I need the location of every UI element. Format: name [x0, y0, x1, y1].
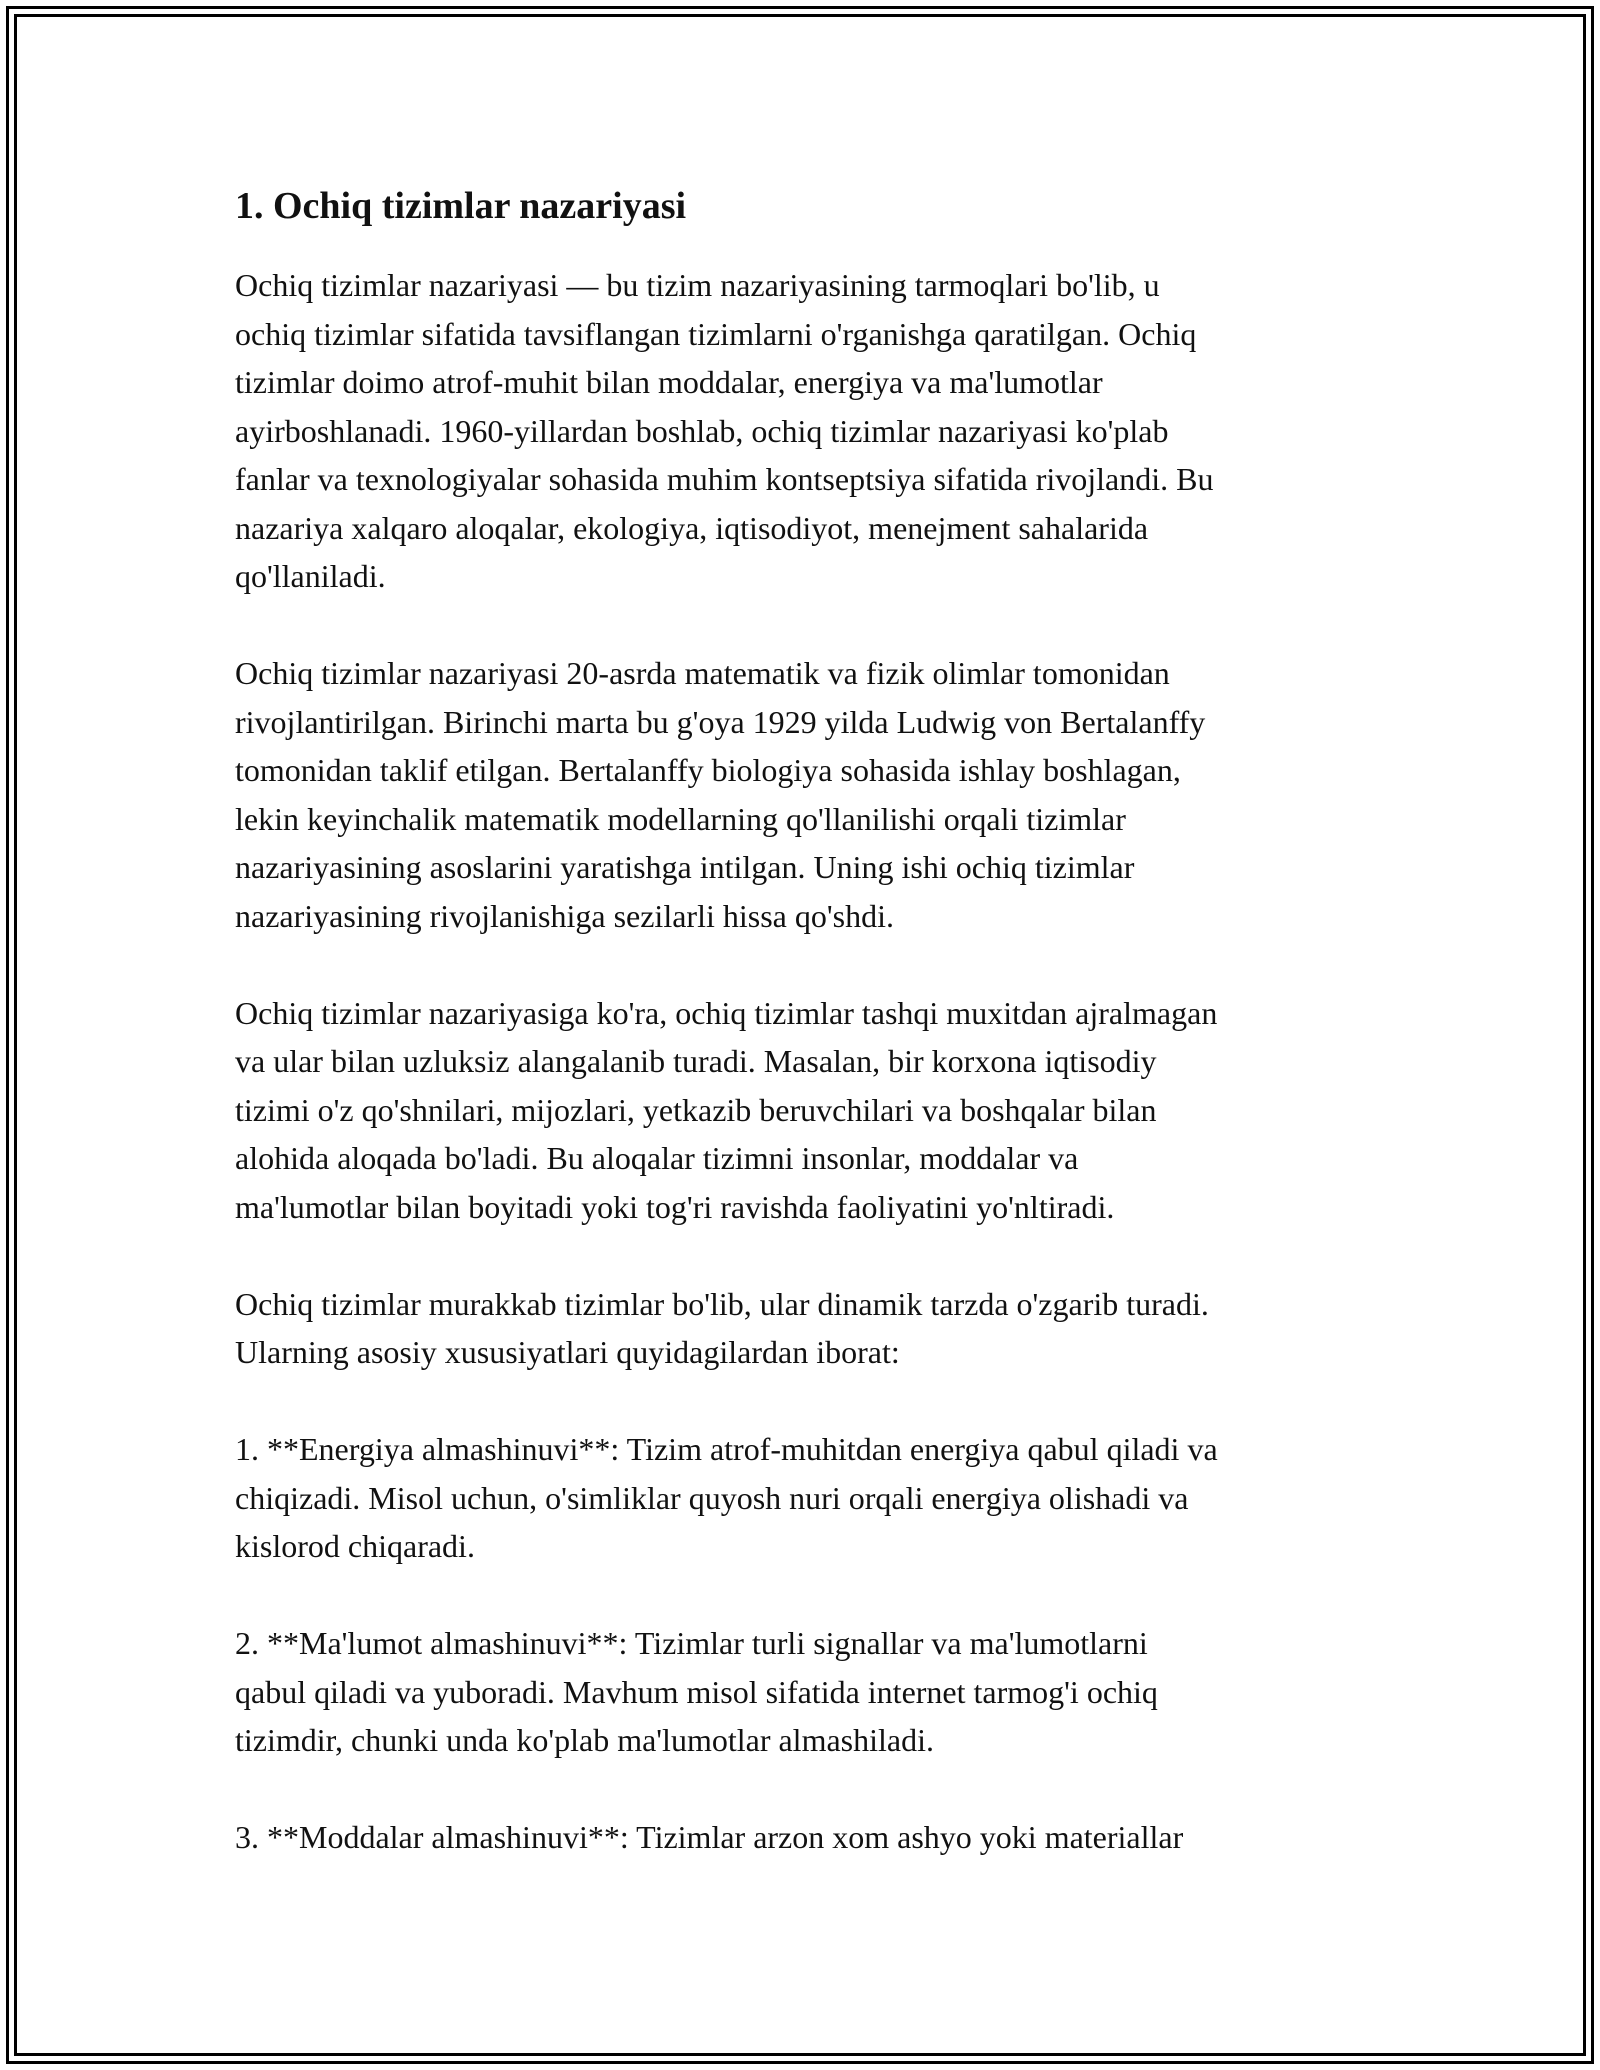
paragraph-history: Ochiq tizimlar nazariyasi 20-asrda matematik va fizik olimlar tomonidan rivojlantirilgan. Birinchi marta bu g'oya 1929 yilda Ludwig von Bertalanffy tomonidan taklif etilgan. Bertalanffy biologiya sohasida ishlay boshlagan, lekin keyinchalik matematik modellarning qo'llanilishi orqali tizimlar nazariyasining asoslarini yaratishga intilgan. Uning ishi ochiq tizimlar nazariyasining rivojlanishiga sezilarli hissa qo'shdi.: [235, 655, 1206, 934]
list-item-matter: 3. **Moddalar almashinuvi**: Tizimlar arzon xom ashyo yoki materiallar: [235, 1819, 1184, 1856]
section-title: 1. Ochiq tizimlar nazariyasi: [235, 185, 687, 227]
paragraph-characteristics: Ochiq tizimlar murakkab tizimlar bo'lib, ular dinamik tarzda o'zgarib turadi. Ularning asosiy xususiyatlari quyidagilardan iborat:: [235, 1285, 1209, 1371]
list-item-energy: 1. **Energiya almashinuvi**: Tizim atrof-muhitdan energiya qabul qiladi va chiqizadi. Misol uchun, o'simliklar quyosh nuri orqali energiya olishadi va kislorod chiqaradi.: [235, 1431, 1218, 1565]
paragraph-intro: Ochiq tizimlar nazariyasi — bu tizim nazariyasining tarmoqlari bo'lib, u ochiq tizimlar sifatida tavsiflangan tizimlarni o'rganishga qaratilgan. Ochiq tizimlar doimo atrof-muhit bilan moddalar, energiya va ma'lumotlar ayirboshlanadi. 1960-yillardan boshlab, ochiq tizimlar nazariyasi ko'plab fanlar va texnologiyalar sohasida muhim kontseptsiya sifatida rivojlandi. Bu nazariya xalqaro aloqalar, ekologiya, iqtisodiyot, menejment sahalarida qo'llaniladi.: [235, 267, 1214, 595]
list-item-information: 2. **Ma'lumot almashinuvi**: Tizimlar turli signallar va ma'lumotlarni qabul qiladi va yuboradi. Mavhum misol sifatida internet tarmog'i ochiq tizimdir, chunki unda ko'plab ma'lumotlar almashiladi.: [235, 1625, 1158, 1759]
document-body: [235, 182, 1385, 1910]
paragraph-interaction: Ochiq tizimlar nazariyasiga ko'ra, ochiq tizimlar tashqi muxitdan ajralmagan va ular bilan uzluksiz alangalanib turadi. Masalan, bir korxona iqtisodiy tizimi o'z qo'shnilari, mijozlari, yetkazib beruvchilari va boshqalar bilan alohida aloqada bo'ladi. Bu aloqalar tizimni insonlar, moddalar va ma'lumotlar bilan boyitadi yoki tog'ri ravishda faoliyatini yo'nltiradi.: [235, 994, 1218, 1225]
